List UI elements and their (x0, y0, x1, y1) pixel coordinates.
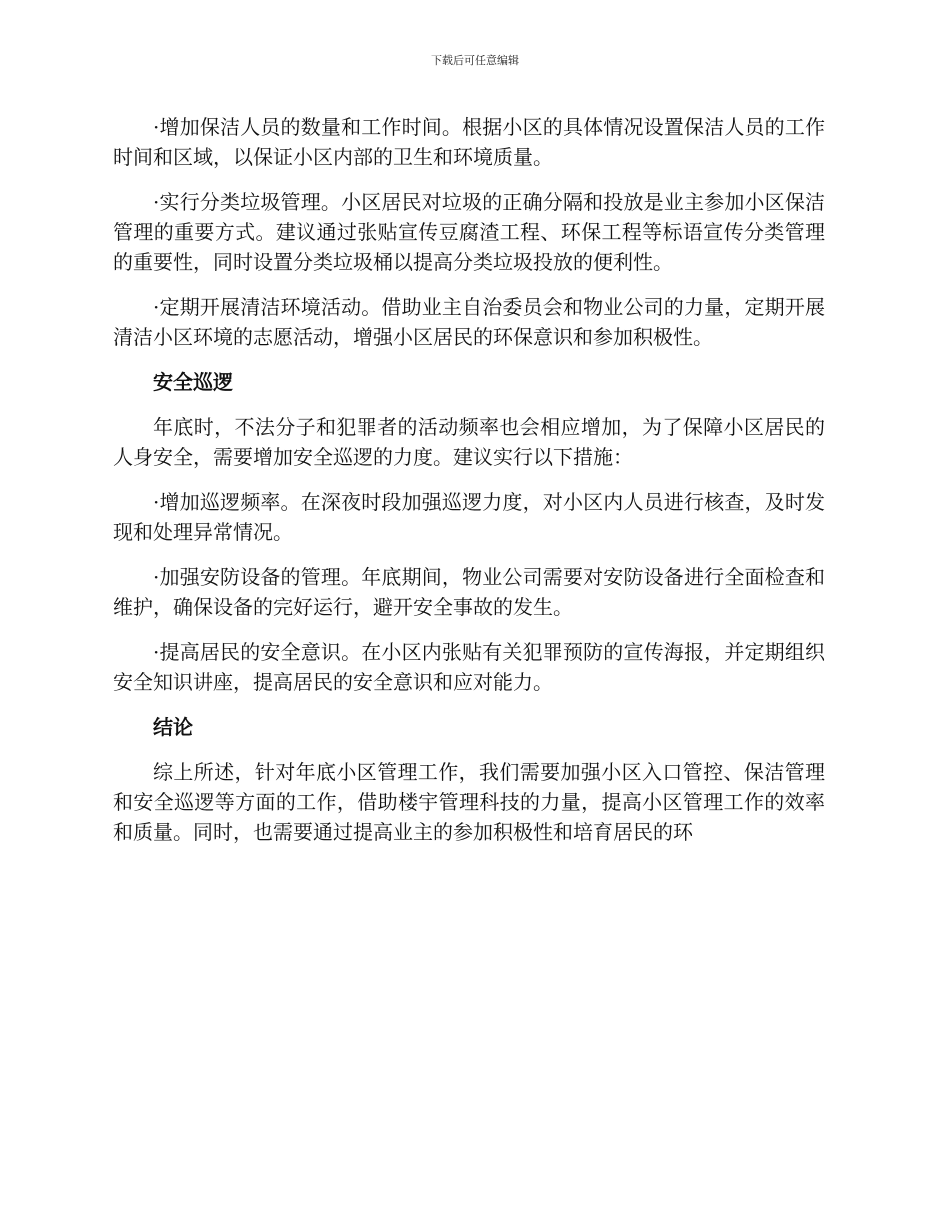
page-header: 下载后可任意编辑 (431, 54, 519, 67)
paragraph-safety-awareness: ·提高居民的安全意识。在小区内张贴有关犯罪预防的宣传海报，并定期组织安全知识讲座，提高居民的安全意识和应对能力。 (113, 640, 825, 694)
paragraph-security-intro: 年底时，不法分子和犯罪者的活动频率也会相应增加，为了保障小区居民的人身安全，需要增加安全巡逻的力度。建议实行以下措施： (113, 415, 825, 469)
paragraph-security-equipment: ·加强安防设备的管理。年底期间，物业公司需要对安防设备进行全面检查和维护，确保设备的完好运行，避开安全事故的发生。 (113, 565, 825, 619)
section-heading-security-patrol: 安全巡逻 (153, 370, 233, 394)
document-body (113, 112, 825, 862)
paragraph-garbage-sorting: ·实行分类垃圾管理。小区居民对垃圾的正确分隔和投放是业主参加小区保洁管理的重要方式。建议通过张贴宣传豆腐渣工程、环保工程等标语宣传分类管理的重要性，同时设置分类垃圾桶以提高分类垃圾投放的便利性。 (113, 190, 825, 274)
paragraph-patrol-frequency: ·增加巡逻频率。在深夜时段加强巡逻力度，对小区内人员进行核查，及时发现和处理异常情况。 (113, 490, 825, 544)
paragraph-conclusion: 综上所述，针对年底小区管理工作，我们需要加强小区入口管控、保洁管理和安全巡逻等方面的工作，借助楼宇管理科技的力量，提高小区管理工作的效率和质量。同时，也需要通过提高业主的参加积极性和培育居民的环 (113, 760, 825, 844)
paragraph-cleaning-staff: ·增加保洁人员的数量和工作时间。根据小区的具体情况设置保洁人员的工作时间和区域，以保证小区内部的卫生和环境质量。 (113, 115, 825, 169)
section-heading-conclusion: 结论 (153, 715, 193, 739)
paragraph-cleaning-activities: ·定期开展清洁环境活动。借助业主自治委员会和物业公司的力量，定期开展清洁小区环境的志愿活动，增强小区居民的环保意识和参加积极性。 (113, 295, 825, 349)
